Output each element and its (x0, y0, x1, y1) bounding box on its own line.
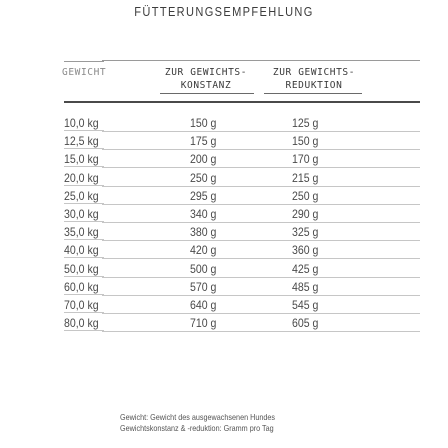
cell-reduction: 325 g (292, 225, 319, 240)
cell-reduction: 170 g (292, 152, 319, 167)
row-separator-left (64, 185, 104, 186)
row-separator-left (64, 294, 104, 295)
footnote-amounts: Gewichtskonstanz & -reduktion: Gramm pro Tag (120, 423, 274, 433)
row-separator-left (64, 239, 104, 240)
table-row (0, 296, 448, 314)
table-row (0, 132, 448, 150)
top-rule (102, 60, 420, 61)
table-row (0, 169, 448, 187)
table-row (0, 314, 448, 332)
cell-weight: 60,0 kg (64, 279, 99, 294)
row-separator-left (64, 330, 104, 331)
cell-constancy: 380 g (190, 225, 217, 240)
cell-constancy: 200 g (190, 152, 217, 167)
cell-constancy: 500 g (190, 261, 217, 276)
cell-weight: 40,0 kg (64, 243, 99, 258)
table-row (0, 187, 448, 205)
cell-reduction: 545 g (292, 298, 319, 312)
cell-constancy: 710 g (190, 316, 217, 331)
cell-reduction: 150 g (292, 134, 319, 149)
table-row (0, 241, 448, 259)
row-separator-left (64, 203, 104, 204)
header-constancy-line1: ZUR GEWICHTS- (164, 67, 248, 78)
table-row (0, 205, 448, 223)
cell-constancy: 570 g (190, 279, 217, 294)
row-separator (102, 331, 420, 332)
row-separator-left (64, 276, 104, 277)
cell-weight: 10,0 kg (64, 116, 99, 130)
table-row (0, 223, 448, 241)
row-separator-left (64, 257, 104, 258)
header-weight: GEWICHT (62, 67, 107, 78)
cell-reduction: 290 g (292, 207, 319, 221)
cell-weight: 35,0 kg (64, 225, 99, 240)
table-row (0, 260, 448, 278)
header-reduction-underline (264, 93, 362, 94)
cell-constancy: 420 g (190, 243, 217, 258)
cell-reduction: 360 g (292, 243, 319, 258)
cell-constancy: 340 g (190, 207, 217, 221)
cell-reduction: 250 g (292, 188, 319, 203)
cell-weight: 80,0 kg (64, 316, 99, 331)
footnote-weight: Gewicht: Gewicht des ausgewachsenen Hundes (120, 412, 276, 422)
cell-reduction: 485 g (292, 279, 319, 294)
cell-constancy: 295 g (190, 188, 217, 203)
cell-weight: 50,0 kg (64, 261, 99, 276)
top-rule-left (64, 61, 104, 62)
header-reduction-line2: REDUKTION (285, 80, 343, 91)
table-row (0, 150, 448, 168)
cell-weight: 70,0 kg (64, 298, 99, 312)
row-separator-left (64, 148, 104, 149)
header-constancy-line2: KONSTANZ (180, 80, 232, 91)
table-row (0, 278, 448, 296)
page-title: FÜTTERUNGSEMPFEHLUNG (134, 4, 314, 19)
cell-weight: 15,0 kg (64, 152, 99, 167)
cell-reduction: 425 g (292, 261, 319, 276)
row-separator-left (64, 130, 104, 131)
cell-constancy: 175 g (190, 134, 217, 149)
cell-reduction: 125 g (292, 116, 319, 130)
cell-constancy: 250 g (190, 170, 217, 185)
table-row (0, 114, 448, 132)
row-separator-left (64, 166, 104, 167)
row-separator-left (64, 312, 104, 313)
header-constancy-underline (160, 93, 254, 94)
cell-constancy: 640 g (190, 298, 217, 312)
header-separator (64, 101, 420, 103)
cell-weight: 20,0 kg (64, 170, 99, 185)
cell-constancy: 150 g (190, 116, 217, 130)
header-reduction-line1: ZUR GEWICHTS- (272, 67, 356, 78)
cell-reduction: 605 g (292, 316, 319, 331)
cell-weight: 12,5 kg (64, 134, 99, 149)
cell-reduction: 215 g (292, 170, 319, 185)
cell-weight: 25,0 kg (64, 188, 99, 203)
row-separator-left (64, 221, 104, 222)
cell-weight: 30,0 kg (64, 207, 99, 221)
